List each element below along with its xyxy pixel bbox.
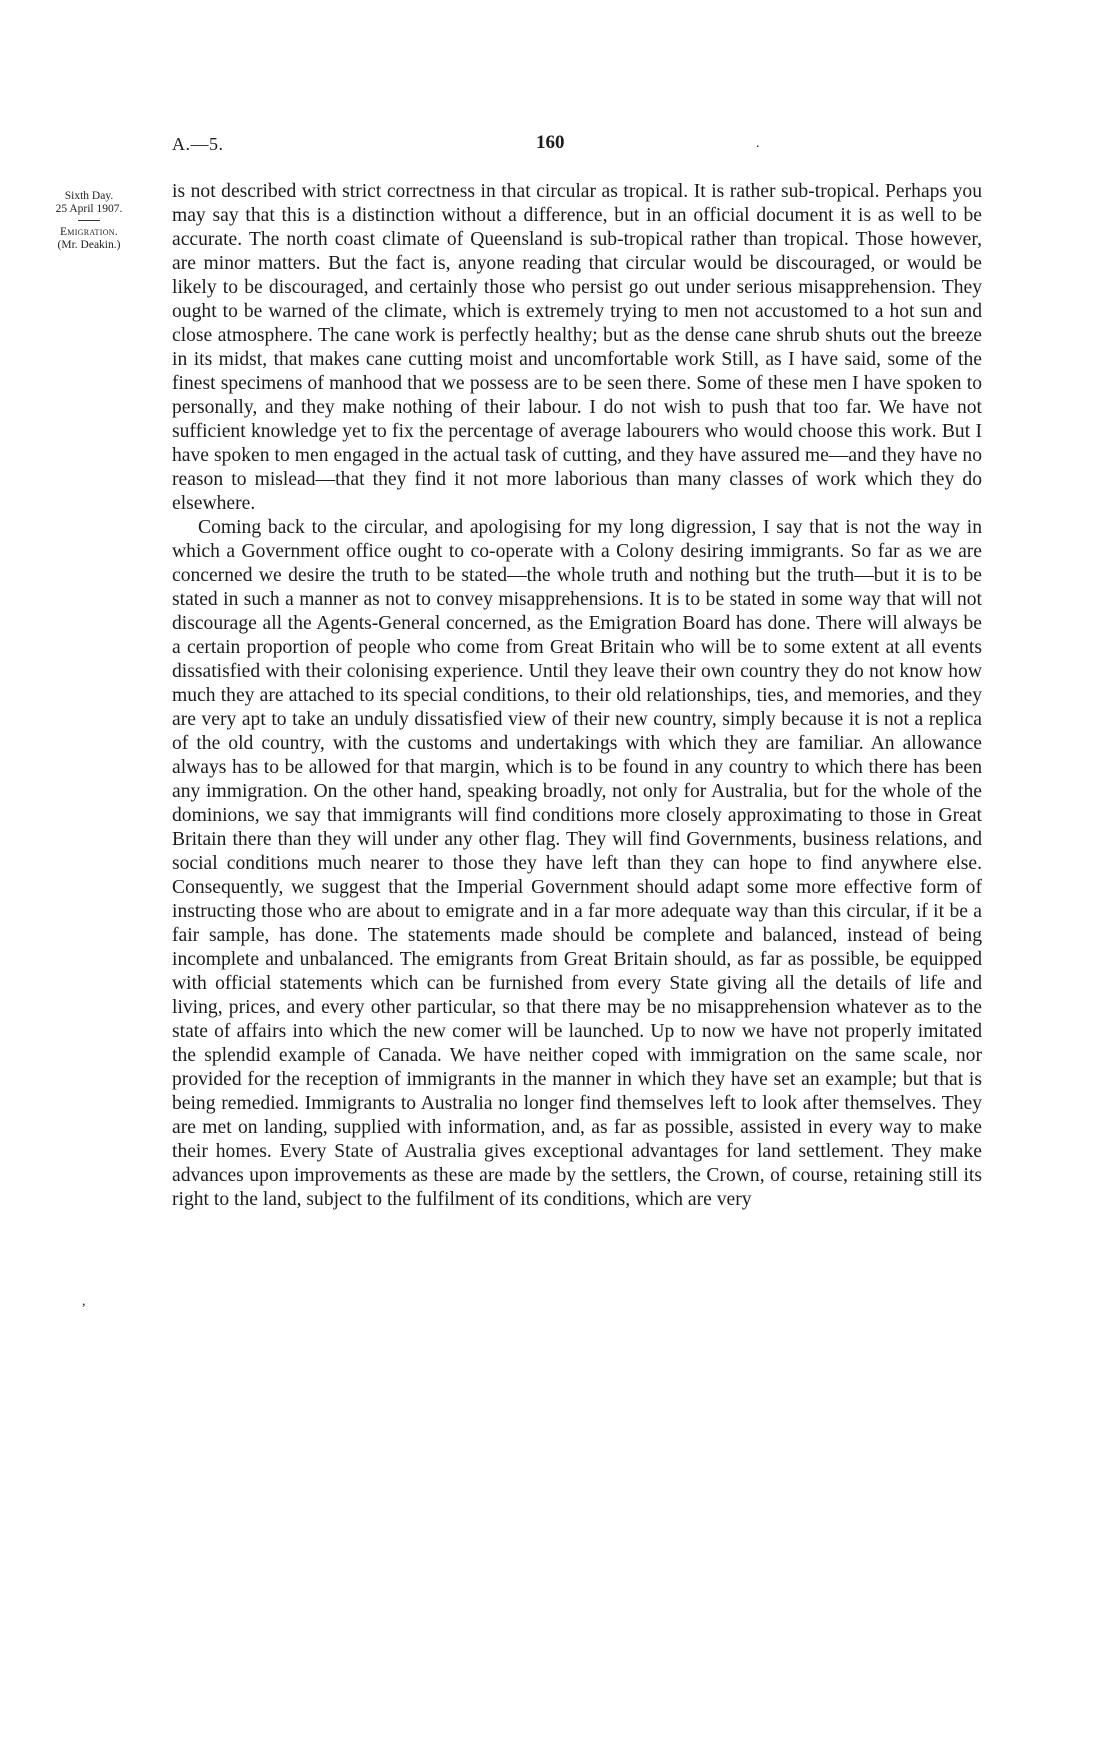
margin-note-day: Sixth Day. [64,190,114,202]
paragraph: Coming back to the circular, and apologising for my long digression, I say that is not the way in which a Government office ought to co-operate with a Colony desiring immigrants. So far as we are concerned we desire the truth to be stated—the whole truth and nothing but the truth—but it is to be stated in such a manner as not to convey misapprehensions. It is to be stated in some way that will not discourage all the Agents-General concerned, as the Emigration Board has done. There will always be a certain proportion of people who come from Great Britain who will be to some extent at all events dissatisfied with their colonising experience. Until they leave their own country they do not know how much they are attached to its special conditions, to their old relationships, ties, and memories, and they are very apt to take an unduly dissatisfied view of their new country, simply because it is not a replica of the old country, with the customs and undertakings with which they are familiar. An allowance always has to be allowed for that margin, which is to be found in any country to which there has been any immigration. On the other hand, speaking broadly, not only for Australia, but for the whole of the dominions, we say that immigrants will find conditions more closely approximating to those in Great Britain there than they will under any other flag. They will find Governments, business relations, and social conditions much nearer to those they have left than they can hope to find anywhere else. Consequently, we suggest that the Imperial Government should adapt some more effective form of instructing those who are about to emigrate and in a far more adequate way than this circular, if it be a fair sample, has done. The statements made should be complete and balanced, instead of being incomplete and unbalanced. The emigrants from Great Britain should, as far as possible, be equipped with official statements which can be furnished from every State giving all the details of life and living, prices, and every other particular, so that there may be no misapprehension whatever as to the state of affairs into which the new comer will be launched. Up to now we have not properly imitated the splendid example of Canada. We have neither coped with immigration on the same scale, nor provided for the reception of immigrants in the manner in which they have set an example; but that is being remedied. Immigrants to Australia no longer find themselves left to look after themselves. They are met on landing, supplied with information, and, as far as possible, assisted in every way to make their homes. Every State of Australia gives exceptional advantages for land settlement. They make advances upon improvements as these are made by the settlers, the Crown, of course, retaining still its right to the land, subject to the fulfilment of its conditions, which are very [172,517,982,1210]
margin-note-topic: Emigration. [59,226,119,238]
header-mark: . [756,136,760,151]
margin-note-date: 25 April 1907. [55,203,123,215]
margin-note [30,190,148,252]
body-text [172,180,982,1212]
stray-mark: , [82,1294,86,1309]
page-header [172,134,772,158]
paragraph: is not described with strict correctness in that circular as tropical. It is rather sub-tropical. Perhaps you may say that this is a distinction without a difference, but in an official document it is as well to be accurate. The north coast climate of Queensland is sub-tropical rather than tropical. Those however, are minor matters. But the fact is, anyone reading that circular would be discouraged, or would be likely to be discouraged, and certainly those who persist go out under serious misapprehension. They ought to be warned of the climate, which is extremely trying to men not accustomed to a hot sun and close atmosphere. The cane work is perfectly healthy; but as the dense cane shrub shuts out the breeze in its midst, that makes cane cutting moist and uncomfortable work Still, as I have said, some of the finest specimens of manhood that we possess are to be seen there. Some of these men I have spoken to personally, and they make nothing of their labour. I do not wish to push that too far. We have not sufficient knowledge yet to fix the percentage of average labourers who would choose this work. But I have spoken to men engaged in the actual task of cutting, and they have assured me—and they have no reason to mislead—that they find it not more laborious than many classes of work which they do elsewhere. [172,181,982,514]
margin-note-divider [78,220,100,221]
margin-note-speaker: (Mr. Deakin.) [57,239,121,251]
page-number: 160 [536,132,565,153]
document-reference: A.—5. [172,134,224,154]
